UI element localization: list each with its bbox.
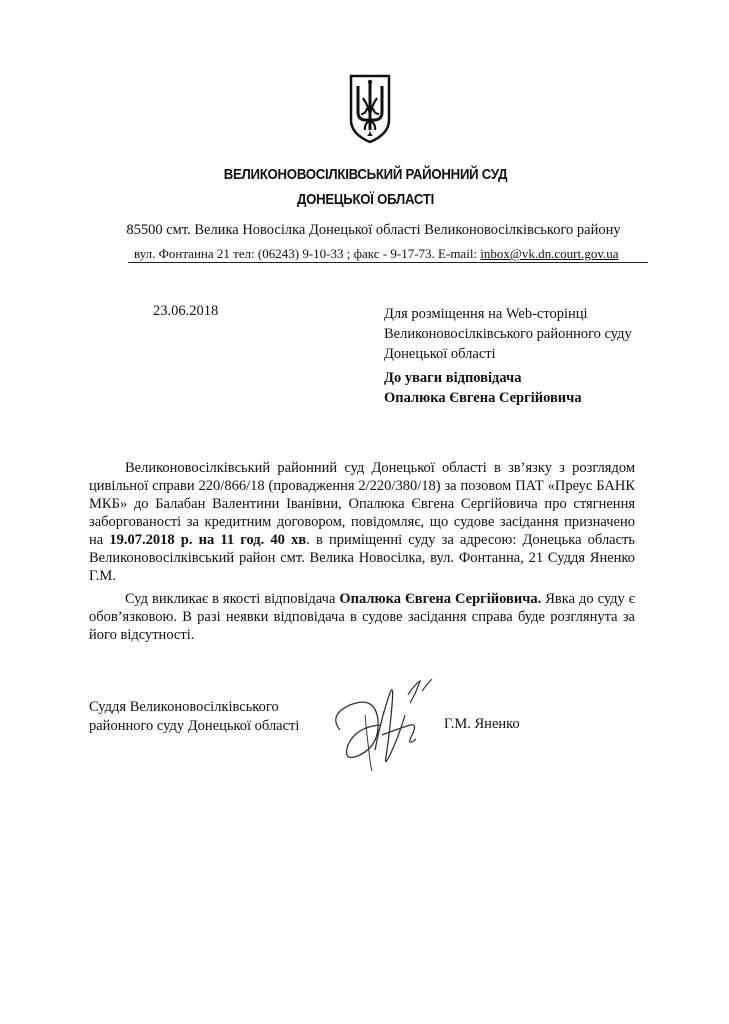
paragraph-text: Явка до суду є обов’язковою. В разі неявки відповідача в судове засідання справа буде розглянута за його відсутності. [89, 591, 635, 643]
notice-body [89, 459, 635, 644]
placement-line: Для розміщення на Web-сторінці [384, 306, 588, 322]
judge-title-line: районного суду Донецької області [89, 718, 300, 734]
court-contacts [134, 246, 644, 262]
handwritten-signature-icon [320, 675, 445, 775]
document-date: 23.06.2018 [153, 303, 219, 319]
summons-paragraph [89, 590, 635, 644]
judge-title [89, 698, 299, 736]
placement-line: Великоновосілківського районного суду [384, 326, 632, 342]
notice-paragraph [89, 459, 635, 585]
placement-note [384, 304, 684, 364]
defendant-name-bold: Опалюка Євгена Сергійовича. [339, 591, 542, 607]
trident-coat-of-arms-icon [348, 74, 392, 144]
email-link[interactable]: inbox@vk.dn.court.gov.ua [480, 246, 619, 261]
judge-title-line: Суддя Великоновосілківського [89, 699, 279, 715]
paragraph-text: . в приміщенні суду за адресою: Донецька область Великоновосілківський район смт. Велика Новосілка, вул. Фонтанна, 21 Суддя Яненко Г.М. [89, 532, 635, 584]
court-address: 85500 смт. Велика Новосілка Донецької області Великоновосілківського району [126, 222, 621, 238]
paragraph-text: Суд викликає в якості відповідача [125, 591, 340, 607]
signer-name: Г.М. Яненко [444, 716, 520, 732]
defendant-name: Опалюка Євгена Сергійовича [384, 390, 582, 406]
attention-block [384, 368, 684, 408]
paragraph-text: Великоновосілківський районний суд Донецької області в зв’язку з розглядом цивільної справи 220/866/18 (провадження 2/220/380/18) за позовом ПАТ «Преус БАНК МКБ» до Балабан Валентини Іванівни, Опалюка Євгена Сергійовича про стягнення заборгованості за кредитним договором, повідомляє, що судове засідання призначено на [89, 460, 635, 548]
court-name-line1: ВЕЛИКОНОВОСІЛКІВСЬКИЙ РАЙОННИЙ СУД [223, 166, 508, 183]
placement-line: Донецької області [384, 346, 496, 362]
header-divider [128, 262, 648, 263]
attention-line: До уваги відповідача [384, 370, 522, 386]
court-name-line2: ДОНЕЦЬКОЇ ОБЛАСТІ [296, 191, 435, 208]
contacts-text: вул. Фонтанна 21 тел: (06243) 9-10-33 ; факс - 9-17-73. E-mail: [134, 246, 481, 261]
hearing-datetime: 19.07.2018 р. на 11 год. 40 хв [109, 532, 307, 548]
